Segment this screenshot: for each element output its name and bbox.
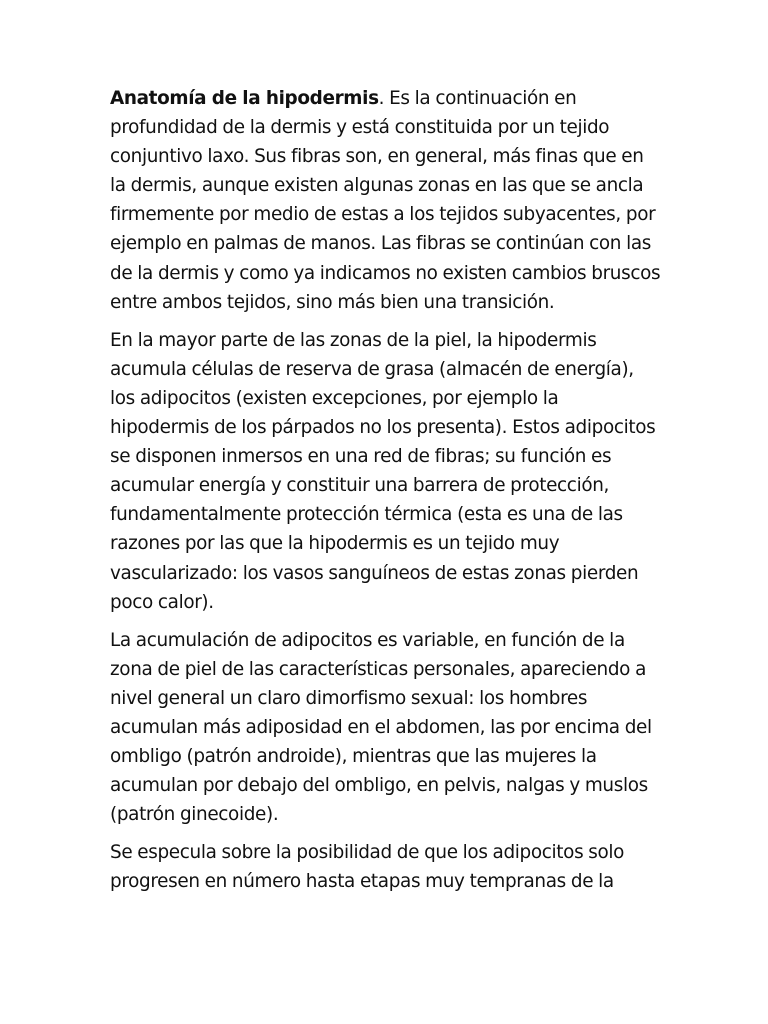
paragraph-text: En la mayor parte de las zonas de la piel, la hipodermis acumula células de reserva de grasa (almacén de energía), los adipocitos (existen excepciones, por ejemplo la hipodermis de los párpados no los presenta). Estos adipocitos se disponen inmersos en una red de fibras; su función es acumular energía y constituir una barrera de protección, fundamentalmente protección térmica (esta es una de las razones por las que la hipodermis es un tejido muy vascularizado: los vasos sanguíneos de estas zonas pierden poco calor). (110, 329, 656, 613)
paragraph-adipocyte-distribution (110, 626, 662, 830)
paragraph-heading: Anatomía de la hipodermis (110, 88, 379, 109)
paragraph-text: . Es la continuación en profundidad de la dermis y está constituida por un tejido conjuntivo laxo. Sus fibras son, en general, más finas que en la dermis, aunque existen algunas zonas en las que se ancla firmemente por medio de estas a los tejidos subyacentes, por ejemplo en palmas de manos. Las fibras se continúan con las de la dermis y como ya indicamos no existen cambios bruscos entre ambos tejidos, sino más bien una transición. (110, 88, 661, 313)
document-body (110, 84, 662, 906)
paragraph-fat-reserve (110, 326, 662, 617)
paragraph-adipocyte-speculation (110, 838, 662, 896)
paragraph-text: La acumulación de adipocitos es variable, en función de la zona de piel de las características personales, apareciendo a nivel general un claro dimorfismo sexual: los hombres acumulan más adiposidad en el abdomen, las por encima del ombligo (patrón androide), mientras que las mujeres la acumulan por debajo del ombligo, en pelvis, nalgas y muslos (patrón ginecoide). (110, 629, 652, 826)
paragraph-text: Se especula sobre la posibilidad de que los adipocitos solo progresen en número hasta etapas muy tempranas de la (110, 842, 625, 893)
paragraph-hipodermis-anatomy (110, 84, 662, 317)
